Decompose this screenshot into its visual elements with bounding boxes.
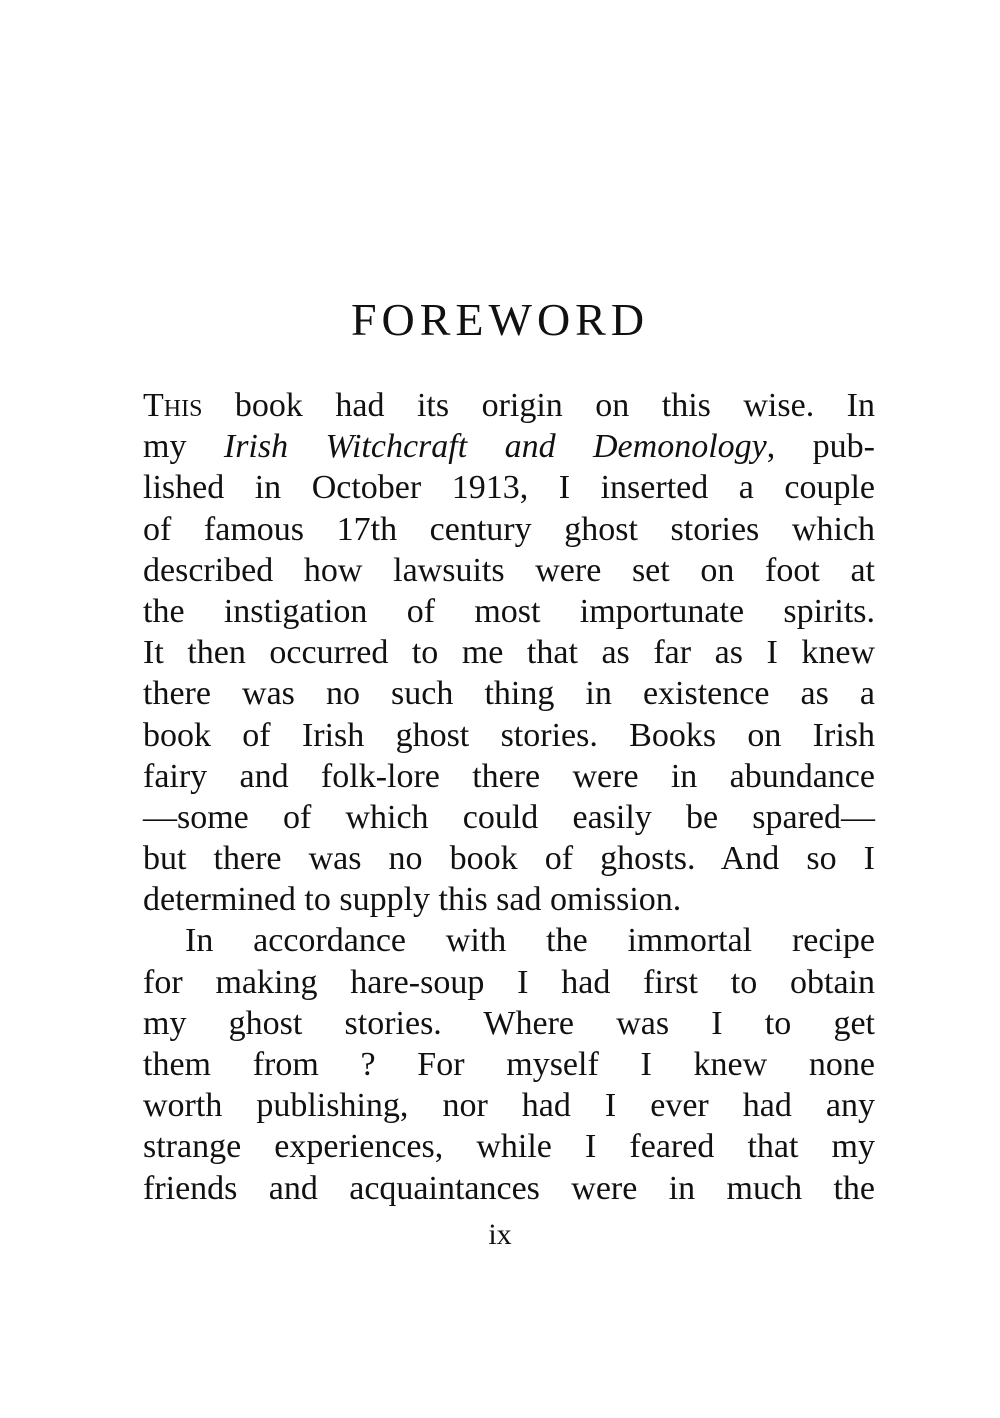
foreword-body: [143, 385, 875, 1209]
paragraph-2: [143, 920, 875, 1208]
paragraph-1: [143, 385, 875, 920]
text-line: strange experiences, while I feared that my: [143, 1128, 875, 1166]
page-title: FOREWORD: [350, 294, 650, 345]
text-line: fairy and folk-lore there were in abundance: [143, 757, 875, 795]
text-line: friends and acquaintances were in much the: [143, 1169, 875, 1207]
text-line: It then occurred to me that as far as I knew: [143, 634, 875, 672]
text-run: book had its origin on this wise. In: [202, 387, 875, 424]
small-caps-opening: This: [143, 387, 203, 424]
text-line: them from ? For myself I knew none: [143, 1046, 875, 1083]
text-line: the instigation of most importunate spirits.: [143, 592, 875, 630]
book-title-italic: Irish Witchcraft and Demonology: [223, 428, 767, 466]
text-run: , pub-: [766, 428, 875, 466]
text-line: determined to supply this sad omission.: [143, 881, 682, 919]
text-line: for making hare-soup I had first to obtain: [143, 963, 875, 1001]
text-line: of famous 17th century ghost stories which: [143, 510, 875, 548]
text-line: my ghost stories. Where was I to get: [143, 1004, 875, 1042]
text-run: my: [143, 428, 224, 466]
text-line: In accordance with the immortal recipe: [185, 922, 875, 960]
text-line: there was no such thing in existence as a: [143, 675, 875, 713]
text-line: worth publishing, nor had I ever had any: [143, 1087, 875, 1125]
text-line: but there was no book of ghosts. And so I: [143, 840, 875, 878]
text-line: —some of which could easily be spared—: [143, 798, 875, 836]
text-line: lished in October 1913, I inserted a couple: [143, 469, 875, 507]
text-line: book of Irish ghost stories. Books on Irish: [143, 716, 875, 754]
text-line: [143, 385, 875, 426]
text-line: [143, 426, 875, 467]
text-line: described how lawsuits were set on foot at: [143, 551, 875, 589]
page-number: ix: [488, 1218, 512, 1251]
